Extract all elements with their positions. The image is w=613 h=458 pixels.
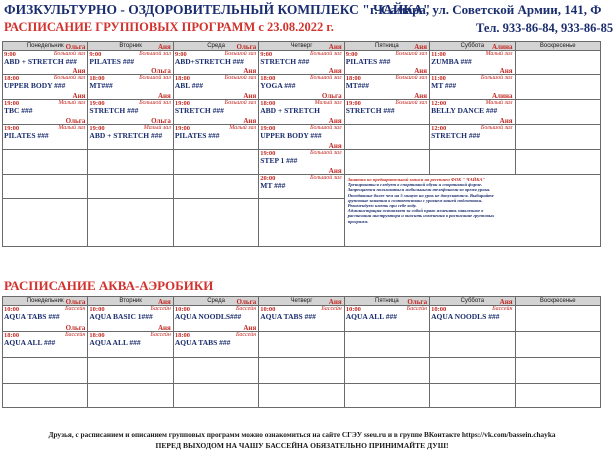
- class-name: ABD+STRETCH ###: [174, 57, 244, 66]
- aqua-cell: [88, 358, 173, 384]
- schedule-cell: [515, 100, 600, 125]
- class-trainer: Аня: [243, 92, 257, 100]
- aqua-cell: [3, 358, 88, 384]
- class-time: 12:00: [431, 125, 447, 132]
- class-time: 11:00: [431, 75, 446, 82]
- day-header: Воскресенье: [515, 42, 600, 51]
- class-time: 12:00: [431, 100, 447, 107]
- class-name: STRETCH ###: [174, 106, 224, 115]
- class-time: 10:00: [174, 306, 191, 313]
- class-time: 19:00: [260, 125, 276, 132]
- class-hall: Малый зал: [58, 100, 86, 106]
- class-name: PILATES ###: [89, 57, 135, 66]
- class-time: 18:00: [174, 332, 191, 339]
- class-time: 19:00: [4, 100, 20, 107]
- class-name: STRETCH ###: [89, 106, 139, 115]
- class-name: UPPER BODY ###: [260, 131, 322, 140]
- aqua-cell: [3, 384, 88, 408]
- aqua-cell: [430, 358, 515, 384]
- class-time: 18:00: [345, 75, 361, 82]
- schedule-cell: [88, 199, 173, 247]
- class-name: TBC ###: [4, 106, 33, 115]
- schedule-cell: [515, 125, 600, 150]
- class-name: PILATES ###: [174, 131, 220, 140]
- class-time: 10:00: [260, 306, 276, 313]
- schedule-cell: [173, 150, 258, 175]
- class-time: 18:00: [174, 75, 191, 82]
- day-header: Пятница: [344, 297, 429, 306]
- class-time: 19:00: [174, 125, 191, 132]
- class-time: 11:00: [431, 51, 446, 58]
- class-name: AQUA BASIC 1###: [89, 312, 153, 321]
- footer-info: Друзья, с расписанием и описанием групповых программ можно ознакомиться на сайте СГЭУ sseu.ru и в группе ВКонтакте https://vk.com/bassein.chayka: [48, 430, 556, 439]
- schedule-row: [3, 175, 601, 199]
- day-header: Четверг: [259, 42, 344, 51]
- schedule-row: [3, 125, 601, 150]
- rules-note-line: программ.: [347, 218, 369, 224]
- aqua-cell: [173, 384, 258, 408]
- class-trainer: Аня: [499, 117, 513, 125]
- class-trainer: Ольга: [236, 43, 257, 51]
- class-time: 19:00: [89, 125, 105, 132]
- schedule-cell: [515, 51, 600, 75]
- class-hall: Большой зал: [395, 100, 428, 106]
- class-name: AQUA ALL ###: [345, 312, 397, 321]
- aqua-cell: [3, 324, 88, 358]
- class-trainer: Ольга: [151, 117, 171, 125]
- class-trainer: Аня: [157, 92, 171, 100]
- class-hall: Большой зал: [309, 175, 342, 181]
- class-trainer: Аня: [72, 67, 86, 75]
- group-schedule-table: [2, 41, 601, 247]
- class-time: 9:00: [4, 51, 16, 58]
- phone-number: Тел. 933-86-84, 933-86-85: [476, 21, 613, 35]
- class-name: STRETCH ###: [431, 131, 481, 140]
- day-header: Вторник: [88, 297, 173, 306]
- schedule-cell: [259, 199, 344, 247]
- day-header: Суббота: [430, 297, 515, 306]
- class-trainer: Аня: [157, 298, 171, 306]
- class-name: AQUA TABS ###: [4, 312, 60, 321]
- schedule-cell: [88, 150, 173, 175]
- class-hall: Бассейн: [150, 332, 171, 338]
- rules-note-title: Занятия по предварительной записи на ресепшен ФОК " ЧАЙКА": [347, 177, 485, 182]
- class-trainer: Аня: [157, 43, 171, 51]
- class-name: UPPER BODY ###: [4, 81, 66, 90]
- aqua-cell: [515, 358, 600, 384]
- aqua-cell: [259, 384, 344, 408]
- class-hall: Малый зал: [485, 51, 513, 57]
- rules-note-line: Опоздавшие более чем на 5 минут на урок не допускаются. Выбирайте: [347, 192, 494, 198]
- aqua-cell: [259, 358, 344, 384]
- class-trainer: Ольга: [151, 67, 171, 75]
- schedule-cell: [88, 117, 173, 150]
- class-hall: Большой зал: [395, 51, 428, 57]
- class-trainer: Аня: [414, 43, 428, 51]
- class-hall: Малый зал: [143, 125, 171, 131]
- class-time: 18:00: [4, 332, 20, 339]
- class-hall: Большой зал: [309, 125, 342, 131]
- class-time: 18:00: [260, 75, 276, 82]
- aqua-cell: [259, 332, 344, 358]
- aqua-cell: [344, 358, 429, 384]
- class-trainer: Аня: [243, 324, 257, 332]
- class-name: ZUMBA ###: [431, 57, 472, 66]
- day-header: Четверг: [259, 297, 344, 306]
- day-header: Понедельник: [3, 42, 88, 51]
- class-name: MT###: [89, 81, 113, 90]
- class-time: 10:00: [89, 306, 105, 313]
- class-hall: Бассейн: [406, 306, 428, 312]
- class-name: PILATES ###: [4, 131, 49, 140]
- schedule-cell: [515, 150, 600, 175]
- class-trainer: Аня: [328, 298, 342, 306]
- class-hall: Бассейн: [321, 306, 342, 312]
- aqua-cell: [515, 384, 600, 408]
- class-hall: Бассейн: [492, 306, 513, 312]
- aqua-row: [3, 332, 601, 358]
- class-name: STRETCH ###: [345, 106, 395, 115]
- aqua-cell: [430, 384, 515, 408]
- rules-note-line: Рекомендуем иметь при себе воду.: [347, 203, 417, 209]
- schedule-cell: [344, 92, 429, 125]
- rules-note-line: Администрация оставляет за собой право изменять заявленное в: [347, 208, 484, 214]
- class-hall: Большой зал: [53, 75, 86, 81]
- class-trainer: Аня: [72, 92, 86, 100]
- class-hall: Большой зал: [139, 100, 171, 106]
- class-trainer: Ольга: [65, 324, 86, 332]
- class-hall: Бассейн: [235, 306, 257, 312]
- class-hall: Малый зал: [485, 100, 513, 106]
- class-hall: Большой зал: [53, 51, 86, 57]
- schedule-row: [3, 150, 601, 175]
- rules-note-line: расписании инструктора и вносить изменения в расписание групповых: [347, 213, 495, 219]
- aqua-cell: [515, 332, 600, 358]
- class-time: 9:00: [174, 51, 187, 58]
- class-trainer: Аня: [328, 142, 342, 150]
- class-hall: Большой зал: [224, 100, 257, 106]
- schedule-cell: [3, 175, 88, 199]
- class-name: ABD + STRETCH ###: [89, 131, 163, 140]
- class-time: 9:00: [345, 51, 358, 58]
- aqua-cell: [88, 384, 173, 408]
- schedule-cell: [173, 199, 258, 247]
- class-trainer: Аня: [328, 167, 342, 175]
- class-name: ABD + STRETCH: [260, 106, 320, 115]
- class-name: MT ###: [431, 81, 457, 90]
- footer-warning: ПЕРЕД ВЫХОДОМ НА ЧАШУ БАССЕЙНА ОБЯЗАТЕЛЬНО ПРИНИМАЙТЕ ДУШ!: [155, 441, 449, 450]
- schedule-cell: [3, 117, 88, 150]
- schedule-cell: [515, 75, 600, 100]
- class-name: MT ###: [260, 181, 286, 190]
- class-hall: Большой зал: [309, 51, 342, 57]
- class-time: 10:00: [4, 306, 20, 313]
- aqua-cell: [173, 324, 258, 358]
- class-name: STEP 1 ###: [260, 156, 298, 165]
- class-trainer: Ольга: [65, 43, 86, 51]
- class-time: 18:00: [89, 332, 105, 339]
- aqua-cell: [344, 384, 429, 408]
- class-hall: Малый зал: [58, 125, 86, 131]
- class-time: 10:00: [431, 306, 447, 313]
- rules-note-line: Запрещается пользоваться мобильными телефонами во время урока.: [347, 187, 491, 193]
- class-time: 19:00: [345, 100, 361, 107]
- class-hall: Бассейн: [150, 306, 171, 312]
- class-name: AQUA TABS ###: [260, 312, 316, 321]
- rules-note: [344, 175, 600, 247]
- class-trainer: Аня: [328, 43, 342, 51]
- schedule-cell: [3, 199, 88, 247]
- class-hall: Большой зал: [139, 51, 171, 57]
- class-trainer: Аня: [414, 67, 428, 75]
- aqua-row: [3, 358, 601, 384]
- class-time: 10:00: [345, 306, 361, 313]
- day-header: Среда: [173, 42, 258, 51]
- class-name: ABL ###: [174, 81, 203, 90]
- schedule-cell: [173, 117, 258, 150]
- schedule-cell: [3, 150, 88, 175]
- aqua-cell: [344, 332, 429, 358]
- complex-title: ФИЗКУЛЬТУРНО - ОЗДОРОВИТЕЛЬНЫЙ КОМПЛЕКС " ЧАЙКА": [4, 2, 431, 17]
- class-hall: Большой зал: [395, 75, 428, 81]
- class-time: 18:00: [4, 75, 20, 82]
- class-trainer: Алина: [491, 92, 513, 100]
- aqua-cell: [515, 306, 600, 332]
- class-name: MT###: [345, 81, 370, 90]
- schedule-cell: [344, 125, 429, 150]
- schedule-cell: [430, 117, 515, 150]
- class-trainer: Аня: [499, 298, 513, 306]
- class-time: 9:00: [89, 51, 102, 58]
- class-trainer: Ольга: [321, 92, 342, 100]
- class-name: AQUA NOODLS###: [174, 312, 242, 321]
- class-name: ABD + STRETCH ###: [4, 57, 77, 66]
- class-time: 18:00: [260, 100, 276, 107]
- class-hall: Бассейн: [64, 306, 86, 312]
- aqua-cell: [173, 358, 258, 384]
- aqua-row: [3, 306, 601, 332]
- day-header: Воскресенье: [515, 297, 600, 306]
- rules-note-line: групповые занятия в соответствии с уровнем вашей подготовки.: [347, 197, 483, 203]
- class-name: YOGA ###: [260, 81, 296, 90]
- class-name: AQUA NOODLS ###: [431, 312, 500, 321]
- aqua-cell: [430, 332, 515, 358]
- class-trainer: Ольга: [236, 298, 257, 306]
- class-name: AQUA ALL ###: [4, 338, 56, 347]
- class-time: 19:00: [174, 100, 191, 107]
- class-hall: Большой зал: [224, 51, 257, 57]
- class-trainer: Ольга: [407, 298, 428, 306]
- class-hall: Большой зал: [224, 75, 257, 81]
- class-hall: Большой зал: [480, 75, 513, 81]
- class-hall: Большой зал: [309, 150, 342, 156]
- class-time: 18:00: [89, 75, 105, 82]
- class-trainer: Ольга: [65, 117, 86, 125]
- day-header: Пятница: [344, 42, 429, 51]
- day-header: Понедельник: [3, 297, 88, 306]
- class-name: PILATES ###: [345, 57, 391, 66]
- aqua-schedule-table: [2, 296, 601, 408]
- schedule-cell: [88, 175, 173, 199]
- class-trainer: Аня: [328, 67, 342, 75]
- class-time: 19:00: [4, 125, 20, 132]
- schedule-cell: [173, 175, 258, 199]
- class-hall: Большой зал: [309, 75, 342, 81]
- aqua-row: [3, 384, 601, 408]
- aqua-cell: [88, 324, 173, 358]
- class-trainer: Аня: [243, 67, 257, 75]
- complex-address: г. Самара, ул. Советской Армии, 141, Ф: [370, 2, 602, 17]
- class-trainer: Алина: [491, 43, 513, 51]
- class-trainer: Аня: [414, 92, 428, 100]
- class-trainer: Аня: [157, 324, 171, 332]
- class-name: AQUA TABS ###: [174, 338, 231, 347]
- class-time: 20:00: [260, 175, 276, 182]
- schedule-cell: [430, 150, 515, 175]
- day-header: Вторник: [88, 42, 173, 51]
- class-hall: Бассейн: [235, 332, 257, 338]
- class-name: BELLY DANCE ###: [431, 106, 498, 115]
- aqua-schedule-title: РАСПИСАНИЕ АКВА-АЭРОБИКИ: [4, 278, 214, 293]
- class-trainer: Аня: [328, 117, 342, 125]
- class-hall: Малый зал: [229, 125, 257, 131]
- class-trainer: Аня: [499, 67, 513, 75]
- class-hall: Большой зал: [480, 125, 513, 131]
- class-hall: Бассейн: [64, 332, 86, 338]
- class-name: AQUA ALL ###: [89, 338, 141, 347]
- rules-note-line: Тренироваться следует в спортивной обуви и спортивной форме.: [347, 182, 483, 188]
- class-time: 19:00: [260, 150, 276, 157]
- day-header: Среда: [173, 297, 258, 306]
- class-time: 19:00: [89, 100, 105, 107]
- schedule-cell: [344, 150, 429, 175]
- class-hall: Малый зал: [314, 100, 342, 106]
- schedule-cell: [259, 167, 344, 199]
- class-time: 9:00: [260, 51, 273, 58]
- class-trainer: Аня: [243, 117, 257, 125]
- day-header: Суббота: [430, 42, 515, 51]
- schedule-title: РАСПИСАНИЕ ГРУППОВЫХ ПРОГРАММ с 23.08.2022 г.: [4, 20, 334, 34]
- class-name: STRETCH ###: [260, 57, 310, 66]
- class-hall: Большой зал: [139, 75, 171, 81]
- class-trainer: Ольга: [65, 298, 86, 306]
